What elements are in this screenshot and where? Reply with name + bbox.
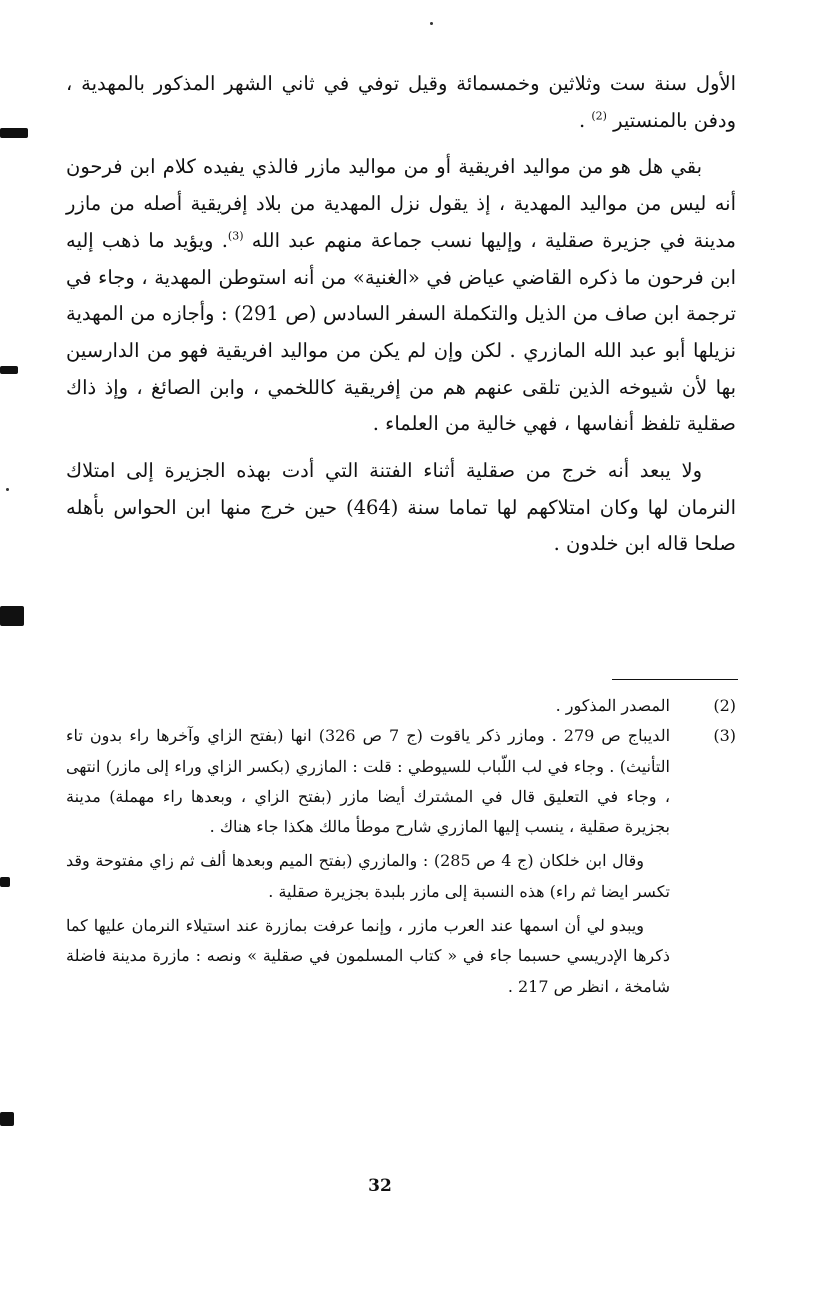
footnote-2-body bbox=[66, 691, 670, 721]
scan-mark bbox=[0, 1112, 14, 1126]
footnote-3-body bbox=[66, 721, 670, 1002]
scan-mark bbox=[0, 606, 24, 626]
paragraph-1-text-a: الأول سنة ست وثلاثين وخمسمائة وقيل توفي في ثاني الشهر المذكور بالمهدية ، ودفن بالمنستير bbox=[66, 72, 736, 132]
footnote-3-text-3: ويبدو لي أن اسمها عند العرب مازر ، وإنما عرفت بمازرة عند استيلاء النرمان عليها كما ذكرها الإدريسي حسبما جاء في « كتاب المسلمون في صقلية » ونصه : مازرة مدينة فاضلة شامخة ، انظر ص 217 . bbox=[66, 916, 670, 996]
scan-speck bbox=[430, 22, 433, 25]
footnote-3 bbox=[66, 721, 736, 1002]
paragraph-2 bbox=[66, 149, 736, 443]
scan-mark bbox=[0, 366, 18, 374]
footnote-3-text-1: الديباج ص 279 . ومازر ذكر ياقوت (ج 7 ص 326) انها (بفتح الزاي وآخرها راء بدون تاء التأنيث) . وجاء في لب اللّباب للسيوطي : قلت : المازري (بكسر الزاي وراء إلى مازر) انتهى ، وجاء في التعليق قال في المشترك أيضا مازر (بفتح الزاي ، وبعدها راء مهملة) مدينة بجزيرة صقلية ، ينسب إليها المازري شارح موطأ مالك هكذا جاء هناك . bbox=[66, 726, 671, 837]
paragraph-3-text: ولا يبعد أنه خرج من صقلية أثناء الفتنة التي أدت بهذه الجزيرة إلى امتلاك النرمان لها وكان امتلاكهم لها تماما سنة (464) حين خرج منها ابن الحواس بأهله صلحا قاله ابن خلدون . bbox=[66, 459, 737, 556]
scan-mark bbox=[0, 128, 28, 138]
paragraph-1-text-b: . bbox=[578, 108, 592, 132]
footnote-2-text: المصدر المذكور . bbox=[555, 696, 670, 715]
footnote-3-text-2: وقال ابن خلكان (ج 4 ص 285) : والمازري (بفتح الميم وبعدها ألف ثم زاي مفتوحة وقد تكسر ايضا ثم راء) هذه النسبة إلى مازر بلبدة بجزيرة صقلية . bbox=[66, 851, 670, 901]
footnote-ref-3: (3) bbox=[227, 229, 244, 243]
footnote-ref-2: (2) bbox=[591, 109, 607, 123]
scan-speck bbox=[6, 488, 9, 491]
scan-mark bbox=[0, 877, 10, 887]
footnote-separator bbox=[612, 679, 738, 680]
footnotes bbox=[66, 691, 736, 1002]
footnote-3-number: (3) bbox=[713, 726, 736, 746]
paragraph-2-text-a: بقي هل هو من مواليد افريقية أو من مواليد مازر فالذي يفيده كلام ابن فرحون أنه ليس من مواليد المهدية ، إذ يقول نزل المهدية من بلاد إفريقية أصله من مازر مدينة في جزيرة صقلية ، وإليها نسب جماعة منهم عبد الله bbox=[66, 155, 737, 252]
paragraph-1 bbox=[66, 66, 736, 139]
paragraph-3 bbox=[66, 453, 736, 563]
main-text bbox=[66, 66, 736, 563]
footnote-2-number: (2) bbox=[713, 696, 736, 715]
page-number: 32 bbox=[368, 1176, 392, 1196]
paragraph-2-text-b: . ويؤيد ما ذهب إليه ابن فرحون ما ذكره القاضي عياض في «الغنية» من أنه استوطن المهدية ، وجاء في ترجمة ابن صاف من الذيل والتكملة السفر السادس (ص 291) : وأجازه من المهدية نزيلها أبو عبد الله المازري . لكن وإن لم يكن من مواليد افريقية فهو من الدارسين بها لأن شيوخه الذين تلقى عنهم هم من إفريقية كاللخمي ، وابن الصائغ ، وإذ ذاك صقلية تلفظ أنفاسها ، فهي خالية من العلماء . bbox=[66, 228, 737, 436]
footnote-2 bbox=[66, 691, 736, 721]
